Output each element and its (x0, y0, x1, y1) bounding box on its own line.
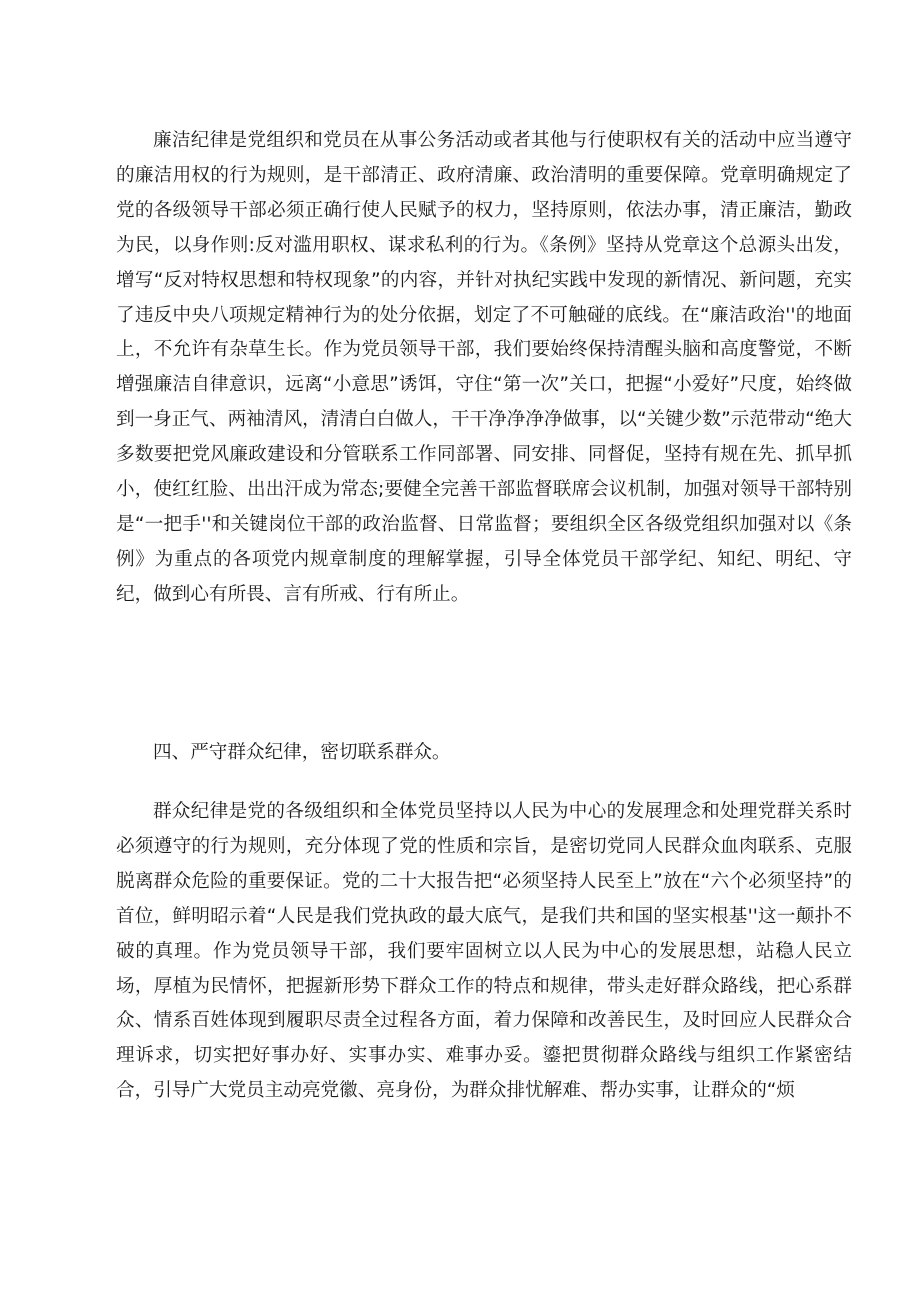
section-heading-mass-discipline: 四、严守群众纪律，密切联系群众。 (153, 742, 451, 763)
paragraph-integrity-discipline: 廉洁纪律是党组织和党员在从事公务活动或者其他与行使职权有关的活动中应当遵守的廉洁用权的行为规则，是干部清正、政府清廉、政治清明的重要保障。党章明确规定了党的各级领导干部必须正确行使人民赋予的权力，坚持原则，依法办事，清正廉洁，勤政为民，以身作则:反对滥用职权、谋求私利的行为。《条例》坚持从党章这个总源头出发，增写“反对特权思想和特权现象”的内容，并针对执纪实践中发现的新情况、新问题，充实了违反中央八项规定精神行为的处分依据，划定了不可触碰的底线。在“廉洁政治''的地面上，不允许有杂草生长。作为党员领导干部，我们要始终保持清醒头脑和高度警觉，不断增强廉洁自律意识，远离“小意思”诱饵，守住“第一次”关口，把握“小爱好”尺度，始终做到一身正气、两袖清风，清清白白做人，干干净净净净做事，以“关键少数”示范带动“绝大多数要把党风廉政建设和分管联系工作同部署、同安排、同督促，坚持有规在先、抓早抓小，使红红脸、出出汗成为常态;要健全完善干部监督联席会议机制，加强对领导干部特别是“一把手''和关键岗位干部的政治监督、日常监督；要组织全区各级党组织加强对以《条例》为重点的各项党内规章制度的理解掌握，引导全体党员干部学纪、知纪、明纪、守纪，做到心有所畏、言有所戒、行有所止。 (116, 130, 852, 605)
paragraph-mass-discipline: 群众纪律是党的各级组织和全体党员坚持以人民为中心的发展理念和处理党群关系时必须遵守的行为规则，充分体现了党的性质和宗旨，是密切党同人民群众血肉联系、克服脱离群众危险的重要保证。党的二十大报告把“必须坚持人民至上”放在“六个必须坚持”的首位，鲜明昭示着“人民是我们党执政的最大底气，是我们共和国的坚实根基''这一颠扑不破的真理。作为党员领导干部，我们要牢固树立以人民为中心的发展思想，站稳人民立场，厚植为民情怀，把握新形势下群众工作的特点和规律，带头走好群众路线，把心系群众、情系百姓体现到履职尽责全过程各方面，着力保障和改善民生，及时回应人民群众合理诉求，切实把好事办好、实事办实、难事办妥。鎏把贯彻群众路线与组织工作紧密结合，引导广大党员主动亮党徽、亮身份，为群众排忧解难、帮办实事，让群众的“烦 (116, 801, 852, 1102)
